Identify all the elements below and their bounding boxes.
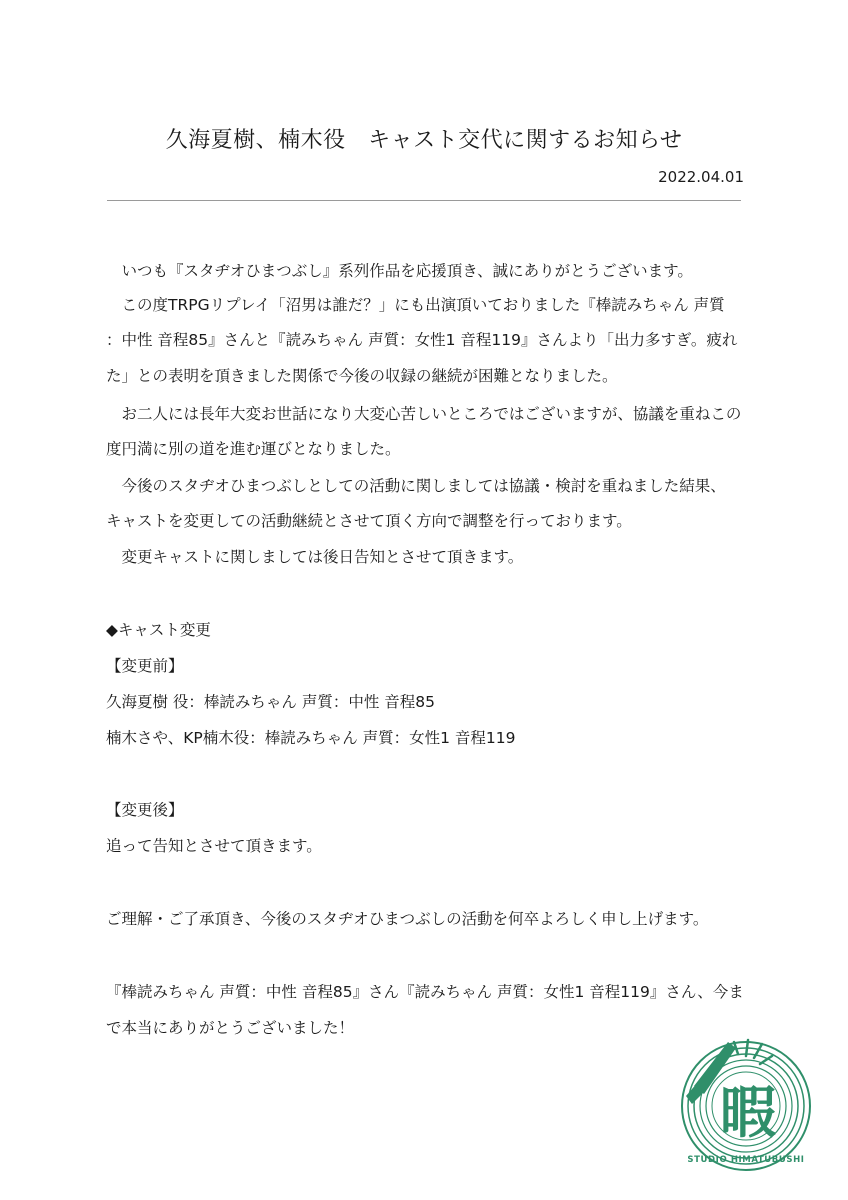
logo-caption: STUDIO HIMATUBUSHI xyxy=(687,1155,805,1165)
closing-farewell-line-1: 『棒読みちゃん 声質：中性 音程85』さん『読みちゃん 声質：女性1 音程119』さん、今ま xyxy=(106,983,744,1001)
announcement-date: 2022.04.01 xyxy=(658,168,744,186)
before-cast-1: 久海夏樹 役：棒読みちゃん 声質：中性 音程85 xyxy=(106,693,436,711)
closing-thanks: ご理解・ご了承頂き、今後のスタヂオひまつぶしの活動を何卒よろしく申し上げます。 xyxy=(106,910,709,928)
page-title: 久海夏樹、楠木役 キャスト交代に関するお知らせ xyxy=(165,128,683,153)
paragraph-future-line-1: 今後のスタヂオひまつぶしとしての活動に関しましては協議・検討を重ねました結果、 xyxy=(106,477,726,495)
closing-farewell-line-2: で本当にありがとうございました！ xyxy=(106,1019,355,1037)
paragraph-farewell-line-2: 度円満に別の道を進む運びとなりました。 xyxy=(106,440,401,458)
paragraph-notice: 変更キャストに関しましては後日告知とさせて頂きます。 xyxy=(106,548,524,566)
before-label: 【変更前】 xyxy=(106,657,184,675)
paragraph-reason-line-1: この度TRPGリプレイ「沼男は誰だ？」にも出演頂いておりました『棒読みちゃん 声質 xyxy=(106,296,725,314)
title-divider xyxy=(107,200,741,201)
paragraph-reason-line-3: た」との表明を頂きました関係で今後の収録の継続が困難となりました。 xyxy=(106,367,618,385)
studio-logo-icon xyxy=(676,1034,816,1174)
paragraph-reason-line-2: ：中性 音程85』さんと『読みちゃん 声質：女性1 音程119』さんより「出力多すぎ。疲れ xyxy=(106,331,738,349)
logo-kanji: 暇 xyxy=(720,1081,776,1146)
paragraph-future-line-2: キャストを変更しての活動継続とさせて頂く方向で調整を行っております。 xyxy=(106,512,632,530)
cast-change-heading: ◆キャスト変更 xyxy=(106,621,211,639)
paragraph-farewell-line-1: お二人には長年大変お世話になり大変心苦しいところではございますが、協議を重ねこの xyxy=(106,405,742,423)
after-cast: 追って告知とさせて頂きます。 xyxy=(106,837,322,855)
paragraph-greeting: いつも『スタヂオひまつぶし』系列作品を応援頂き、誠にありがとうございます。 xyxy=(106,262,693,280)
after-label: 【変更後】 xyxy=(106,801,184,819)
before-cast-2: 楠木さや、KP楠木役：棒読みちゃん 声質：女性1 音程119 xyxy=(106,729,516,747)
